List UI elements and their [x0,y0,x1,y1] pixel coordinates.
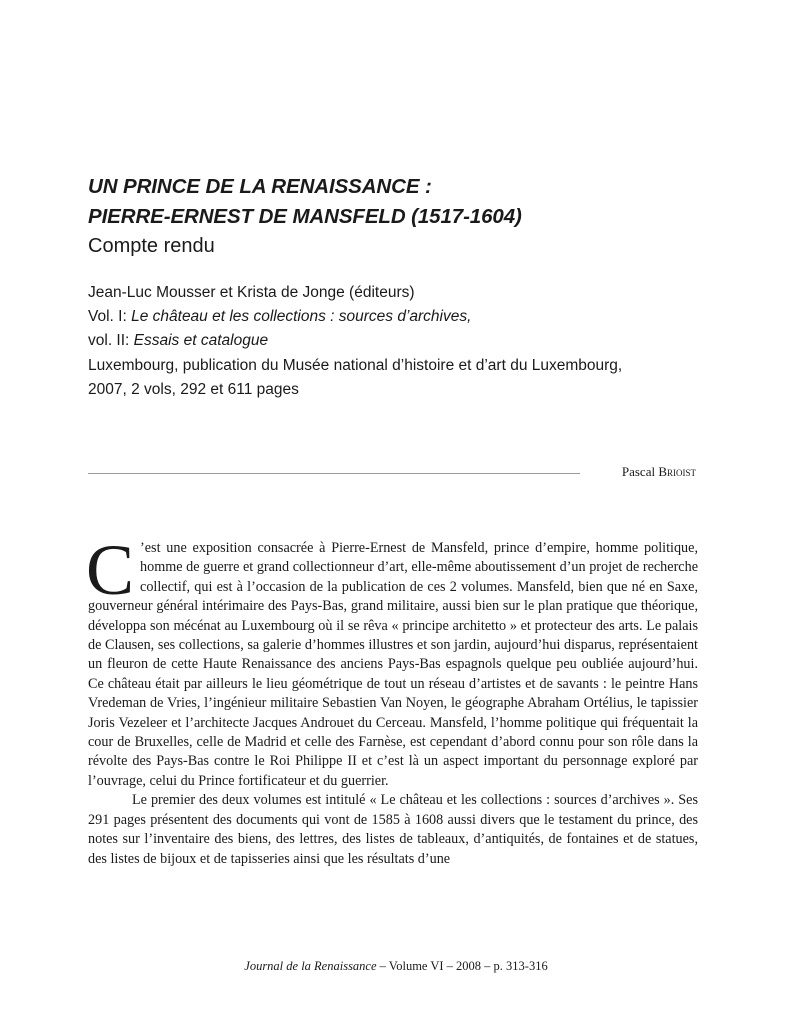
publisher-line: Luxembourg, publication du Musée national d’histoire et d’art du Luxembourg, [88,356,623,374]
title-line-2: PIERRE-ERNEST DE MANSFELD (1517-1604) [88,205,522,228]
author-name [622,463,696,481]
volume-2-line [88,329,728,353]
paragraph-1-text: ’est une exposition consacrée à Pierre-Ernest de Mansfeld, prince d’empire, homme politique, homme de guerre et grand collectionneur d’art, elle-même aboutissement d’un projet de recherche collectif, qui est à l’occasion de la publication de ces 2 volumes. Mansfeld, bien que né en Saxe, gouverneur général intérimaire des Pays-Bas, grand militaire, aussi bien sur le plan pratique que théorique, développa son mécénat au Luxembourg où il se rêva « principe architetto » et protecteur des arts. Le palais de Clausen, ses collections, sa galerie d’hommes illustres et son jardin, aujourd’hui disparus, représentaient un fleuron de cette Haute Renaissance des anciens Pays-Bas espagnols quelque peu oubliée aujourd’hui. Ce château était par ailleurs le lieu géométrique de tout un réseau d’artistes et de savants : le peintre Hans Vredeman de Vries, l’ingénieur militaire Sebastien Van Noyen, le géographe Abraham Ortélius, le tapissier Joris Vezeleer et l’architecte Jacques Androuet du Cerceau. Mansfeld, l’homme politique qui fréquentait la cour de Bruxelles, celle de Madrid et celle des Farnèse, est cependant d’abord connu pour son rôle dans la révolte des Pays-Bas contre le Roi Philippe II et c’est là un aspect important du personnage exploré par l’ouvrage, celui du Prince fortificateur et du guerrier. [88,540,698,789]
paragraph-1 [86,530,698,791]
volume-2-prefix: vol. II: [88,332,134,350]
drop-cap: C [86,530,135,610]
volume-1-prefix: Vol. I: [88,308,132,326]
journal-name: Journal de la Renaissance [244,959,377,973]
article-title-block [88,172,708,260]
volume-1-title: Le château et les collections : sources d’archives, [131,308,472,326]
article-body [86,530,698,869]
author-separator-rule [88,473,580,474]
author-last-name: Brioist [658,464,696,479]
volume-2-title: Essais et catalogue [133,332,269,350]
subtitle: Compte rendu [88,235,215,257]
title-line-1: UN PRINCE DE LA RENAISSANCE : [88,175,432,198]
bibliographic-reference [88,281,728,402]
volume-1-line [88,305,728,329]
page-footer [0,957,792,975]
author-first-name: Pascal [621,464,656,479]
publication-details-line: 2007, 2 vols, 292 et 611 pages [88,380,299,398]
editors-line: Jean-Luc Mousser et Krista de Jonge (éditeurs) [88,284,415,301]
paragraph-2: Le premier des deux volumes est intitulé « Le château et les collections : sources d’archives ». Ses 291 pages présentent des documents qui vont de 1585 à 1608 aussi divers que le testament du prince, des notes sur l’inventaire des biens, des lettres, des listes de tableaux, d’antiquités, de fontaines et de statues, des listes de bijoux et de tapisseries ainsi que les résultats d’une [88,792,698,867]
volume-info: – Volume VI – 2008 – p. 313-316 [376,959,548,973]
